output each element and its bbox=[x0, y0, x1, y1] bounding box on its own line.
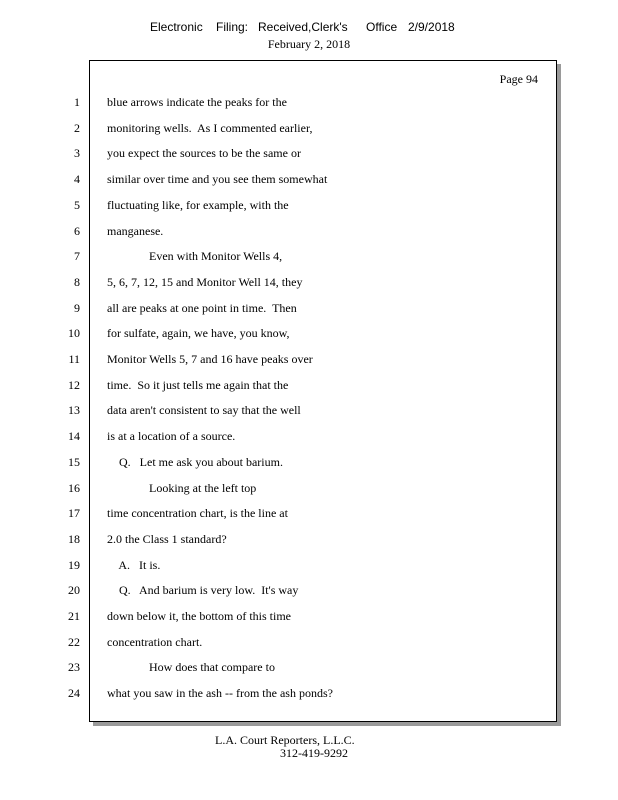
line-text: monitoring wells. As I commented earlier, bbox=[107, 121, 313, 135]
line-number: 4 bbox=[74, 172, 80, 186]
line-number: 20 bbox=[68, 583, 80, 597]
line-number: 7 bbox=[74, 249, 80, 263]
line-text: is at a location of a source. bbox=[107, 429, 236, 443]
line-number: 11 bbox=[68, 352, 80, 366]
line-number: 17 bbox=[68, 506, 80, 520]
line-text: data aren't consistent to say that the well bbox=[107, 403, 301, 417]
line-text: you expect the sources to be the same or bbox=[107, 146, 301, 160]
line-text: what you saw in the ash -- from the ash ponds? bbox=[107, 686, 333, 700]
line-number: 24 bbox=[68, 686, 80, 700]
filing-stamp-date: 2/9/2018 bbox=[408, 20, 455, 34]
line-number: 10 bbox=[68, 326, 80, 340]
line-number: 14 bbox=[68, 429, 80, 443]
line-text: down below it, the bottom of this time bbox=[107, 609, 291, 623]
line-text: 2.0 the Class 1 standard? bbox=[107, 532, 227, 546]
line-text: time concentration chart, is the line at bbox=[107, 506, 288, 520]
line-number: 23 bbox=[68, 660, 80, 674]
filing-stamp-filing: Filing: bbox=[216, 20, 249, 34]
line-text: A. It is. bbox=[107, 558, 161, 572]
line-text: time. So it just tells me again that the bbox=[107, 378, 289, 392]
line-number: 1 bbox=[74, 95, 80, 109]
footer-company: L.A. Court Reporters, L.L.C. bbox=[215, 733, 355, 747]
line-number: 21 bbox=[68, 609, 80, 623]
filing-stamp-office: Office bbox=[366, 20, 398, 34]
page-number: Page 94 bbox=[499, 72, 538, 86]
line-number: 22 bbox=[68, 635, 80, 649]
line-text: manganese. bbox=[107, 224, 164, 238]
filing-stamp-received: Received,Clerk's bbox=[258, 20, 348, 34]
line-number: 12 bbox=[68, 378, 80, 392]
line-text: fluctuating like, for example, with the bbox=[107, 198, 289, 212]
line-number: 9 bbox=[74, 301, 80, 315]
line-text: Q. And barium is very low. It's way bbox=[107, 583, 299, 597]
line-text: for sulfate, again, we have, you know, bbox=[107, 326, 290, 340]
line-number: 16 bbox=[68, 481, 80, 495]
filing-stamp-electronic: Electronic bbox=[150, 20, 203, 34]
line-text: Looking at the left top bbox=[107, 481, 257, 495]
line-text: blue arrows indicate the peaks for the bbox=[107, 95, 287, 109]
line-number: 6 bbox=[74, 224, 80, 238]
line-text: Monitor Wells 5, 7 and 16 have peaks over bbox=[107, 352, 313, 366]
line-number: 13 bbox=[68, 403, 80, 417]
line-text: 5, 6, 7, 12, 15 and Monitor Well 14, they bbox=[107, 275, 303, 289]
line-number: 15 bbox=[68, 455, 80, 469]
line-text: all are peaks at one point in time. Then bbox=[107, 301, 297, 315]
document-date: February 2, 2018 bbox=[267, 37, 351, 51]
footer-phone: 312-419-9292 bbox=[280, 746, 348, 760]
line-text: Q. Let me ask you about barium. bbox=[107, 455, 283, 469]
line-number: 2 bbox=[74, 121, 80, 135]
line-number: 5 bbox=[74, 198, 80, 212]
line-number: 19 bbox=[68, 558, 80, 572]
line-text: How does that compare to bbox=[107, 660, 275, 674]
line-number: 18 bbox=[68, 532, 80, 546]
line-text: Even with Monitor Wells 4, bbox=[107, 249, 283, 263]
line-number: 8 bbox=[74, 275, 80, 289]
line-number: 3 bbox=[74, 146, 80, 160]
line-text: concentration chart. bbox=[107, 635, 203, 649]
line-text: similar over time and you see them somewhat bbox=[107, 172, 328, 186]
